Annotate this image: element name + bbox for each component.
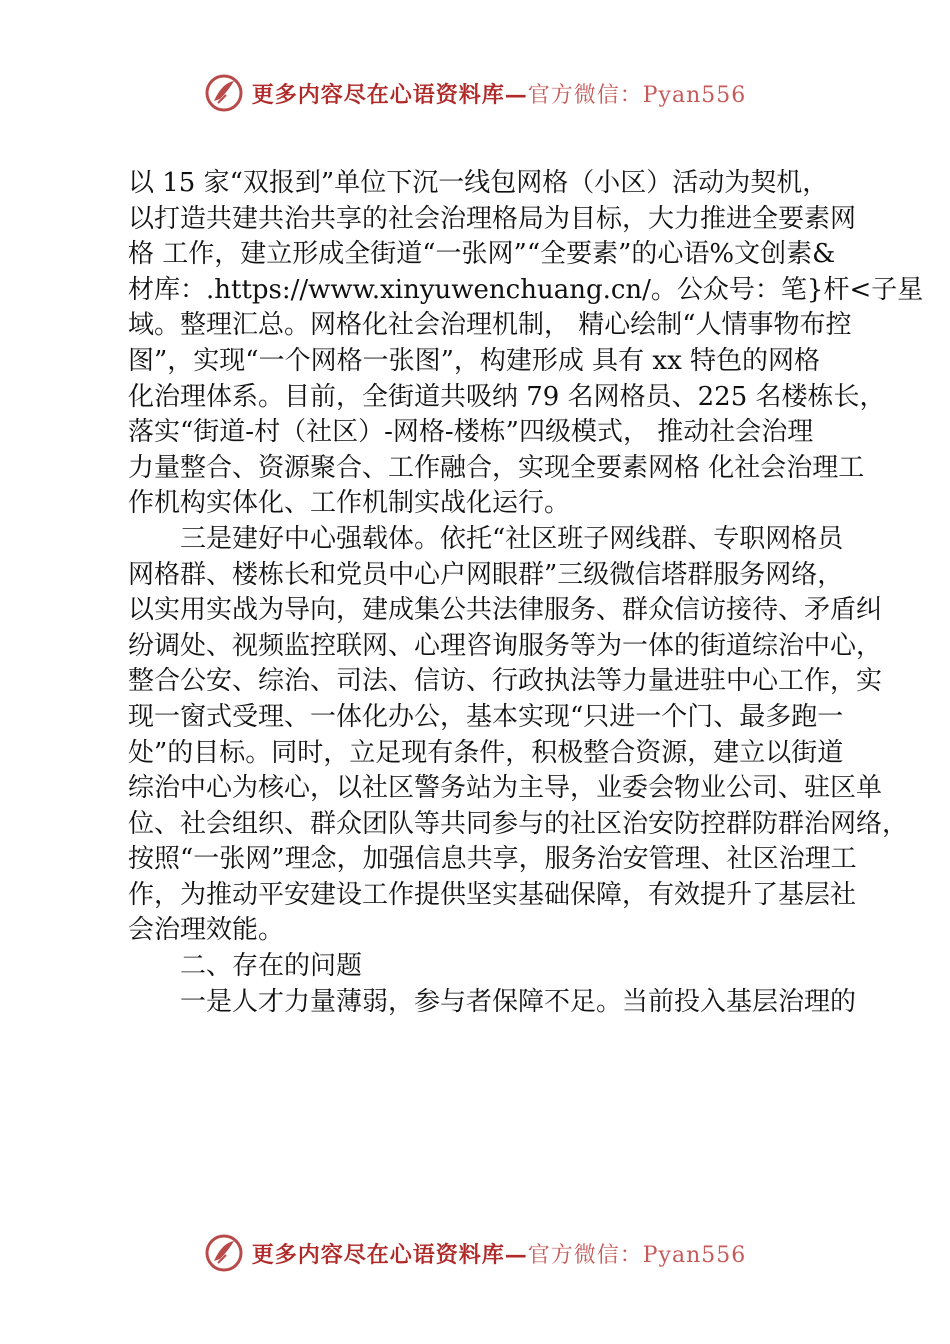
text-line: 以打造共建共治共享的社会治理格局为目标，大力推进全要素网 — [128, 203, 857, 234]
text-line: 二、存在的问题 — [180, 951, 363, 982]
watermark-text: 更多内容尽在心语资料库—官方微信：Pyan556 — [251, 81, 747, 108]
text-line: 位、社会组织、群众团队等共同参与的社区治安防控群防群治网络， — [128, 808, 909, 839]
text-line: 会治理效能。 — [128, 915, 285, 946]
text-line: 一是人才力量薄弱，参与者保障不足。当前投入基层治理的 — [180, 986, 857, 1017]
watermark-text: 更多内容尽在心语资料库—官方微信：Pyan556 — [251, 1241, 747, 1268]
text-line: 整合公安、综治、司法、信访、行政执法等力量进驻中心工作，实 — [128, 666, 883, 697]
header-watermark-banner — [0, 68, 950, 118]
brush-logo-icon — [204, 1233, 244, 1273]
text-line: 格 工作，建立形成全街道“一张网”“全要素”的心语%文创素& — [128, 239, 836, 270]
text-line: 现一窗式受理、一体化办公，基本实现“只进一个门、最多跑一 — [128, 701, 844, 732]
footer-watermark-banner — [0, 1228, 950, 1278]
text-line: 材库：.https://www.xinyuwenchuang.cn/。公众号：笔}杆<子星 — [128, 274, 924, 305]
wechat-id: 官方微信：Pyan556 — [527, 1242, 747, 1268]
text-line: 按照“一张网”理念，加强信息共享，服务治安管理、社区治理工 — [128, 844, 857, 875]
document-body — [128, 166, 924, 1020]
text-line: 纷调处、视频监控联网、心理咨询服务等为一体的街道综治中心， — [128, 630, 883, 661]
text-line: 力量整合、资源聚合、工作融合，实现全要素网格 化社会治理工 — [128, 452, 865, 483]
text-line: 以实用实战为导向，建成集公共法律服务、群众信访接待、矛盾纠 — [128, 595, 883, 626]
text-line: 域。整理汇总。网格化社会治理机制， 精心绘制“人情事物布控 — [128, 310, 852, 341]
wechat-id: 官方微信：Pyan556 — [527, 82, 747, 108]
text-line: 作机构实体化、工作机制实战化运行。 — [128, 488, 571, 519]
text-line: 综治中心为核心，以社区警务站为主导，业委会物业公司、驻区单 — [128, 773, 883, 804]
text-line: 图”，实现“一个网格一张图”，构建形成 具有 xx 特色的网格 — [128, 345, 820, 376]
text-line: 处”的目标。同时，立足现有条件，积极整合资源，建立以街道 — [128, 737, 844, 768]
text-line: 网格群、楼栋长和党员中心户网眼群”三级微信塔群服务网络， — [128, 559, 844, 590]
text-line: 三是建好中心强载体。依托“社区班子网线群、专职网格员 — [180, 523, 844, 554]
brush-logo-icon — [204, 73, 244, 113]
text-line: 作，为推动平安建设工作提供坚实基础保障，有效提升了基层社 — [128, 879, 857, 910]
text-line: 落实“街道-村（社区）-网格-楼栋”四级模式， 推动社会治理 — [128, 417, 814, 448]
text-line: 化治理体系。目前，全街道共吸纳 79 名网格员、225 名楼栋长， — [128, 381, 886, 412]
text-line: 以 15 家“双报到”单位下沉一线包网格（小区）活动为契机， — [128, 168, 829, 198]
